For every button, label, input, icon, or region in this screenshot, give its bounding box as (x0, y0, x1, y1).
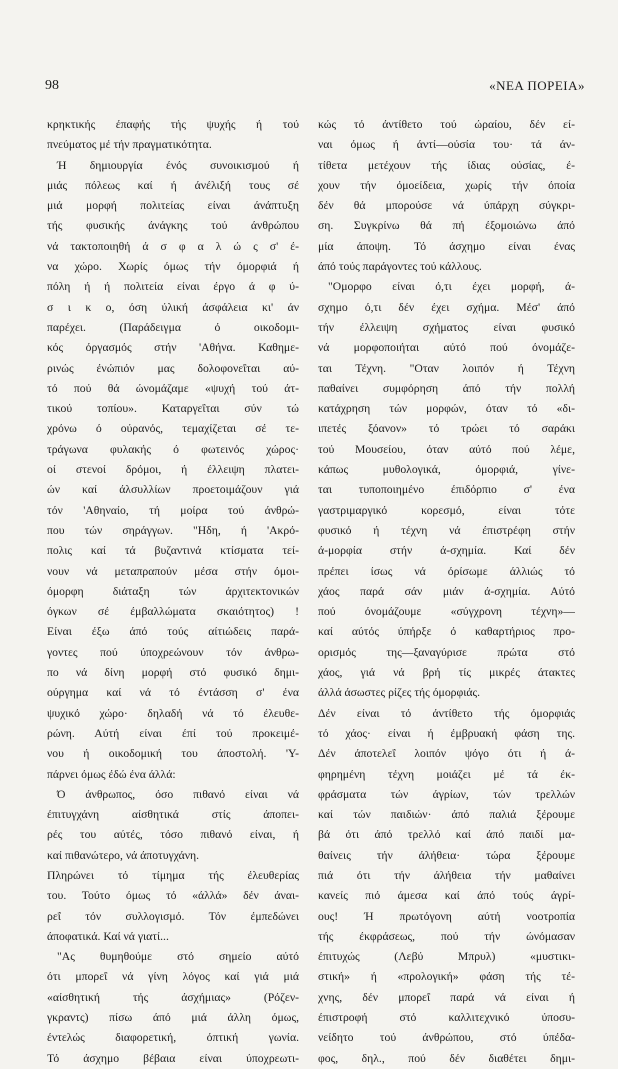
text-line: μιάς πόλεως καί ή άνέλιξή τους σέ (47, 178, 299, 192)
text-line: κός όργασμός στήν 'Αθήνα. Καθημε- (47, 341, 299, 355)
text-line: άποφατικά. Καί νά γιατί... (47, 929, 169, 943)
text-line: τό χάος· είναι ή έμβρυακή φάση της. (318, 726, 575, 740)
text-line: πιά ότι τήν άλήθεια τήν μαθαίνει (318, 868, 575, 882)
text-line: άπό τούς παράγοντες τού κάλλους. (318, 260, 482, 274)
text-line: χάος, γιά νά βρή τίς μικρές άτακτες (318, 666, 575, 680)
text-line: κρηκτικής έπαφής τής ψυχής ή τού (47, 118, 299, 131)
text-line: κάπως μυθολογικά, όμορφιά, γίνε- (318, 463, 575, 477)
text-line: ους! Ή πρωτόγονη αύτή νοοτροπία (318, 909, 575, 923)
text-line: τράγωνα φυλακής ό φωτεινός χώρος· (47, 442, 299, 456)
text-line: δέν θά μπορούσε νά ύπάρχη σύγκρι- (318, 199, 575, 213)
text-line: ιπετές ξόανον» τό τρώει τό σαράκι (318, 422, 575, 436)
text-line: άλλά άσωστες ρίζες τής όμορφιάς. (318, 686, 481, 700)
text-line: πόλη ή ή πολιτεία είναι έργο ά φ ύ- (47, 280, 299, 294)
text-line: ών καί άλσυλλίων προετοιμάζουν γιά (47, 483, 299, 497)
text-line: πο νά δίνη μορφή στό φυσικό δημι- (47, 666, 299, 680)
text-line: Πληρώνει τό τίμημα τής έλευθερίας (47, 868, 299, 882)
text-line: ούργημα καί νά τό έντάσση σ' ένα (47, 686, 299, 700)
text-line: που τών σηράγγων. "Ηδη, ή 'Ακρό- (47, 523, 299, 537)
text-line: παρέχει. (Παράδειγμα ό οικοδομι- (47, 320, 299, 334)
text-line: ται τυποποιημένο έπιδόρπιο σ' ένα (318, 483, 575, 497)
text-line: τόν 'Αθηναίο, τή μοίρα τού άνθρώ- (47, 503, 299, 517)
text-line: τικού τοπίου». Καταργεΐται σύν τώ (47, 402, 299, 416)
right-text-column (318, 115, 575, 1069)
text-line: νά τακτοποιηθή ά σ φ α λ ώ ς σ' έ- (47, 239, 299, 253)
text-line: καί αύτός ύπήρξε ό καθαρτήριος προ- (318, 625, 575, 639)
text-line: πάρνει όμως έδώ ένα άλλά: (47, 767, 176, 781)
text-line: παθαίνει συμφόρηση άπό τήν πολλή (318, 381, 575, 395)
text-line: χουν τήν όμοείδεια, χωρίς τήν όποία (318, 178, 575, 192)
text-line: τίθετα μετέχουν τής ίδιας ούσίας, έ- (318, 158, 575, 172)
left-text-column (47, 115, 299, 1069)
text-line: γαστριμαργικό κορεσμό, είναι τότε (318, 503, 575, 517)
text-line: ορισμός της—ξαναγύρισε πρώτα στό (318, 645, 575, 659)
text-line: έπιτυχώς (Λεβύ Μπρυλ) «μυστικι- (318, 950, 575, 964)
text-line: νείδητο τού άνθρώπου, στό ύπέδα- (318, 1031, 575, 1045)
text-line: ρώνη. Αύτή είναι έπί τού προκειμέ- (47, 726, 299, 740)
text-line: Δέν είναι τό άντίθετο τής όμορφιάς (318, 706, 575, 720)
text-line: ται Τέχνη. "Οταν λοιπόν ή Τέχνη (318, 361, 575, 375)
page-header (45, 78, 585, 98)
text-line: να χώρο. Χωρίς όμως τήν όμορφιά ή (47, 260, 299, 274)
text-line: Ό άνθρωπος, όσο πιθανό είναι νά (57, 787, 299, 801)
text-line: ά-μορφία στήν ά-σχημία. Καί δέν (318, 544, 575, 558)
text-line: ρές του αύτές, τόσο πιθανό είναι, ή (47, 828, 299, 842)
text-line: "Ας θυμηθούμε στό σημείο αύτό (57, 950, 299, 964)
text-line: οί στενοί δρόμοι, ή έλλειψη πλατει- (47, 463, 299, 477)
text-line: ρινώς ένώπιόν μας δολοφονεΐται αύ- (47, 361, 299, 375)
text-line: Τό άσχημο βέβαια είναι ύποχρεωτι- (47, 1051, 299, 1065)
text-line: καί τών παιδιών· άπό παλιά ξέρουμε (318, 808, 575, 822)
text-line: φος, δηλ., πού δέν διαθέτει δημι- (318, 1051, 575, 1065)
text-line: έπιστροφή στό καλλιτεχνικό ύποσυ- (318, 1011, 575, 1025)
text-line: βά ότι άπό τρελλό καί άπό παιδί μα- (318, 828, 575, 842)
text-line: Είναι έξω άπό τούς αίτιώδεις παρά- (47, 625, 299, 639)
text-line: ότι μπορεΐ νά γίνη λόγος καί γιά μιά (47, 970, 299, 984)
text-line: ψυχικό χώρο· δηλαδή νά τό έλευθε- (47, 706, 299, 720)
text-line: νά μορφοποιήται αύτό πού όνομάζε- (318, 341, 575, 355)
text-line: τό πού θά ώνομάζαμε «ψυχή τού άτ- (47, 381, 299, 395)
text-line: ναι όμως ή άντί—ούσία του· τά άν- (318, 138, 575, 152)
text-line: κατάχρηση τών μορφών, όταν τό «δι- (318, 402, 575, 416)
text-line: έντελώς διαφορετική, όπτική γωνία. (47, 1031, 299, 1045)
text-line: τήν έλλειψη σχήματος είναι φυσικό (318, 320, 575, 334)
text-line: ση. Συγκρίνω θά πή έξομοιώνω άπό (318, 219, 575, 233)
text-line: σχημο ό,τι δέν έχει σχήμα. Μέσ' άπό (318, 300, 575, 314)
text-line: όγκων σέ έμβαλλώματα σκαιότητος) ! (47, 605, 299, 619)
text-line: κώς τό άντίθετο τού ώραίου, δέν εί- (318, 118, 575, 131)
text-line: σ ι κ ο, όση ύλική άσφάλεια κι' άν (47, 300, 299, 314)
text-line: φηρημένη τέχνη μοιάζει μέ τά έκ- (318, 767, 575, 781)
text-line: πρέπει ίσως νά όρίσωμε άλλιώς τό (318, 564, 575, 578)
text-line: φυσικό ή τέχνη νά έπιστρέφη στήν (318, 523, 575, 537)
text-line: «αίσθητική τής άσχήμιας» (Ρόζεν- (47, 990, 299, 1004)
text-line: μιά μορφή πολιτείας είναι άνάπτυξη (47, 199, 299, 213)
text-line: στική» ή «προλογική» φάση τής τέ- (318, 970, 575, 984)
text-line: νουν νά μεταπραπούν μέσα στήν όμοι- (47, 564, 299, 578)
text-line: τής έκφράσεως, πού τήν ώνόμασαν (318, 929, 575, 943)
text-line: χρόνω ό ούρανός, τεμαχίζεται σέ τε- (47, 422, 299, 436)
text-line: θαίνεις τήν άλήθεια· τώρα ξέρουμε (318, 848, 575, 862)
text-line: φράσματα τών άγρίων, τών τρελλών (318, 787, 575, 801)
page-number: 98 (45, 78, 59, 93)
text-line: χνης, δέν μπορεΐ παρά νά είναι ή (318, 990, 575, 1004)
text-line: πολις καί τά βυζαντινά κτίσματα τεί- (47, 544, 299, 558)
text-line: "Ομορφο είναι ό,τι έχει μορφή, ά- (328, 280, 575, 294)
text-line: μία άποψη. Τό άσχημο είναι ένας (318, 239, 575, 253)
text-line: νου ή οικοδομική του άποστολή. 'Υ- (47, 747, 299, 761)
text-line: κανείς πιό άμεσα καί άπό τούς άγρί- (318, 889, 575, 903)
text-line: πνεύματος μέ τήν πραγματικότητα. (47, 138, 212, 152)
text-line: του. Τούτο όμως τό «άλλά» δέν άναι- (47, 889, 299, 903)
text-line: γκραντς) πίσω άπό μιά άλλη όμως, (47, 1011, 299, 1025)
text-line: καί πιθανώτερο, νά άποτυγχάνη. (47, 848, 200, 862)
text-line: πού όνομάζουμε «σύγχρονη τέχνη»— (318, 605, 575, 619)
text-line: όμορφη διάταξη τών άρχιτεκτονικών (47, 584, 299, 598)
running-title: «ΝΕΑ ΠΟΡΕΙΑ» (489, 78, 585, 93)
text-line: ρεΐ τόν συλλογισμό. Τόν έμπεδώνει (47, 909, 299, 923)
text-line: χάος παρά σάν μιάν ά-σχημία. Αύτό (318, 584, 575, 598)
text-line: Δέν άποτελεΐ λοιπόν ψόγο ότι ή ά- (318, 747, 575, 761)
text-line: τής φυσικής άνάγκης τού άνθρώπου (47, 219, 299, 233)
text-line: Ή δημιουργία ένός συνοικισμού ή (57, 158, 299, 172)
text-line: έπιτυγχάνη αίσθητικά στίς άποπει- (47, 808, 299, 822)
text-line: τού Μουσείου, όταν αύτό πού λέμε, (318, 442, 575, 456)
text-line: γοντες πού ύποχρεώνουν τόν άνθρω- (47, 645, 299, 659)
